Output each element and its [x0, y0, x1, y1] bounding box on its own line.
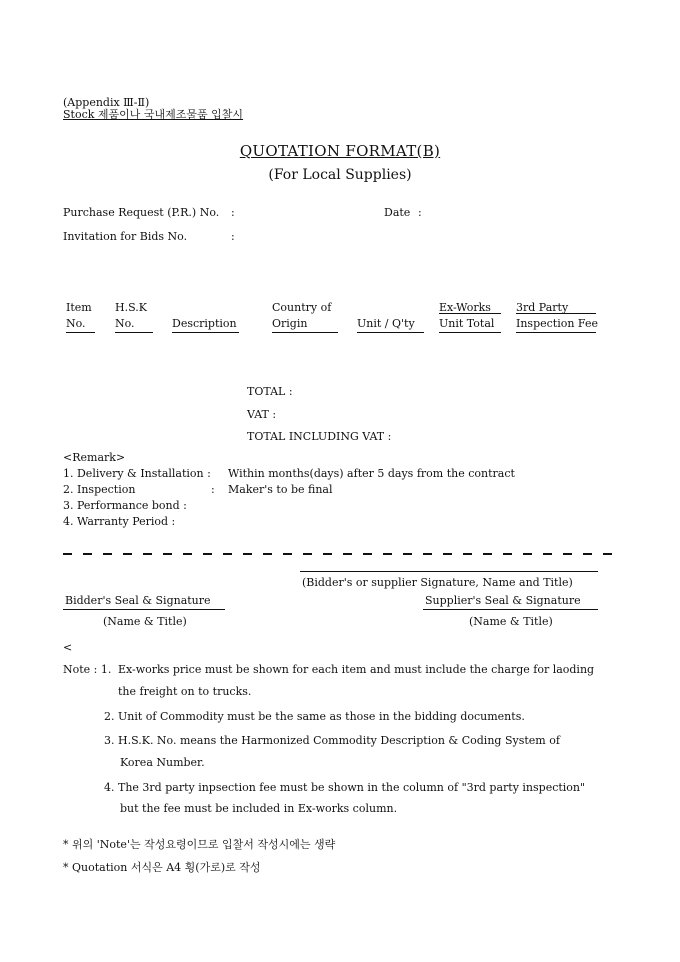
note-1-line1: Ex-works price must be shown for each item and must include the charge for laoding [118, 663, 595, 676]
bidder-seal-rule [63, 609, 225, 610]
document-subtitle: (For Local Supplies) [268, 167, 412, 183]
note-3-line2: Korea Number. [120, 756, 205, 769]
col-hsk-rule [115, 332, 153, 333]
remark-delivery-label: 1. Delivery & Installation : [63, 467, 211, 480]
col-description: Description [172, 317, 237, 330]
col-country-line2: Origin [272, 317, 308, 330]
col-country-rule [272, 332, 338, 333]
remark-inspection-colon: : [211, 483, 215, 496]
dashed-separator [63, 553, 617, 555]
col-3rdparty-line1: 3rd Party [516, 301, 569, 314]
date-label: Date [384, 206, 411, 219]
remark-performance-bond: 3. Performance bond : [63, 499, 187, 512]
col-hsk-line2: No. [115, 317, 135, 330]
col-item-line2: No. [66, 317, 86, 330]
total-label: TOTAL : [247, 385, 293, 398]
note-1-prefix: Note : 1. [63, 663, 112, 676]
remark-delivery-value: Within months(days) after 5 days from the contract [228, 467, 515, 480]
remark-inspection-value: Maker's to be final [228, 483, 333, 496]
col-description-rule [172, 332, 239, 333]
col-item-line1: Item [66, 301, 92, 314]
pr-label: Purchase Request (P.R.) No. [63, 206, 220, 219]
bidder-seal-label: Bidder's Seal & Signature [65, 594, 211, 607]
footnote-2: * Quotation 서식은 A4 횡(가로)로 작성 [63, 861, 261, 874]
remark-heading: <Remark> [63, 451, 126, 464]
col-3rdparty-line2: Inspection Fee [516, 317, 598, 330]
note-1-line2: the freight on to trucks. [118, 685, 252, 698]
remark-inspection-label: 2. Inspection [63, 483, 136, 496]
total-including-vat-label: TOTAL INCLUDING VAT : [247, 430, 392, 443]
vat-label: VAT : [247, 408, 277, 421]
date-colon: : [418, 206, 422, 219]
ifb-colon: : [231, 230, 235, 243]
remark-warranty-period: 4. Warranty Period : [63, 515, 176, 528]
note-4-line1: 4. The 3rd party inpsection fee must be shown in the column of "3rd party inspection" [104, 781, 586, 794]
bidder-signature-note: (Bidder's or supplier Signature, Name and Title) [302, 576, 573, 589]
col-unit-qty-rule [357, 332, 424, 333]
note-4-line2: but the fee must be included in Ex-works column. [120, 802, 398, 815]
footnote-1: * 위의 'Note'는 작성요령이므로 입찰서 작성시에는 생략 [63, 838, 336, 851]
note-3-line1: 3. H.S.K. No. means the Harmonized Commodity Description & Coding System of [104, 734, 560, 747]
col-unit-qty: Unit / Q'ty [357, 317, 415, 330]
col-3rdparty-rule [516, 332, 596, 333]
col-exworks-line2: Unit Total [439, 317, 495, 330]
col-item-rule [66, 332, 95, 333]
notes-bracket: < [63, 641, 73, 654]
col-exworks-midrule [439, 313, 501, 314]
col-3rdparty-midrule [516, 313, 596, 314]
supplier-seal-rule [423, 609, 598, 610]
bidder-name-title: (Name & Title) [103, 615, 187, 628]
document-title: QUOTATION FORMAT(B) [239, 142, 441, 160]
col-exworks-line1: Ex-Works [439, 301, 491, 314]
col-hsk-line1: H.S.K [115, 301, 147, 314]
pr-colon: : [231, 206, 235, 219]
note-2: 2. Unit of Commodity must be the same as those in the bidding documents. [104, 710, 525, 723]
col-country-line1: Country of [272, 301, 332, 314]
appendix-subtitle: Stock 제품이나 국내제조물품 입찰시 [63, 108, 244, 121]
appendix-label: (Appendix Ⅲ-Ⅱ) [63, 96, 150, 109]
supplier-seal-label: Supplier's Seal & Signature [425, 594, 581, 607]
ifb-label: Invitation for Bids No. [63, 230, 188, 243]
col-exworks-rule [439, 332, 501, 333]
supplier-name-title: (Name & Title) [469, 615, 553, 628]
signature-line [300, 571, 598, 572]
